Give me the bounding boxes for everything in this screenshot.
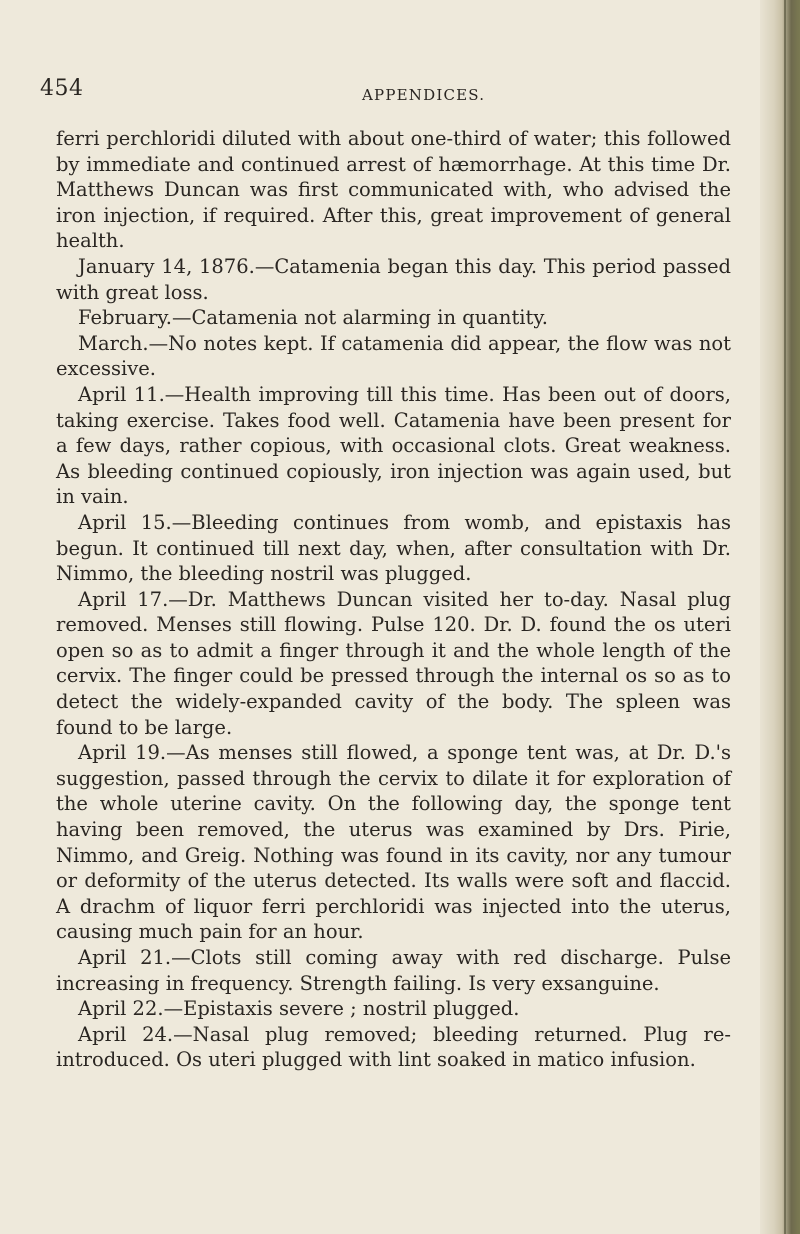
page-edge-shadow — [760, 0, 800, 1234]
paragraph — [56, 382, 731, 510]
paragraph — [56, 1022, 731, 1073]
paragraph-text: —Catamenia not alarming in quantity. — [171, 306, 548, 330]
body-text — [56, 126, 731, 1073]
paragraph — [56, 587, 731, 741]
entry-date: April 15. — [78, 510, 172, 534]
paragraph-text: —Nasal plug removed; bleeding returned. Plug re-introduced. Os uteri plugged with lint soaked in matico infusion. — [56, 1022, 731, 1072]
paragraph — [56, 996, 731, 1022]
paragraph — [56, 510, 731, 587]
entry-date: April 21. — [78, 946, 172, 969]
entry-date: February. — [78, 306, 172, 330]
paragraph — [56, 305, 731, 331]
entry-date: April 17. — [78, 587, 169, 611]
paragraph — [56, 331, 731, 382]
paragraph — [56, 254, 731, 305]
paragraph — [56, 945, 731, 996]
running-head: APPENDICES. — [362, 86, 486, 104]
entry-date: April 11. — [78, 382, 165, 406]
paragraph-text: —Epistaxis severe ; nostril plugged. — [163, 997, 520, 1021]
paragraph-text: —Dr. Matthews Duncan visited her to-day. Nasal plug removed. Menses still flowing. Pulse 120. Dr. D. found the os uteri open so as to admit a finger through it and the whole length of the cervix. The finger could be pressed through the internal os so as to detect the widely-expanded cavity of the body. The spleen was found to be large. — [56, 587, 731, 739]
paragraph-text: —As menses still flowed, a sponge tent was, at Dr. D.'s suggestion, passed through the cervix to dilate it for exploration of the whole uterine cavity. On the following day, the sponge tent having been removed, the uterus was examined by Drs. Pirie, Nimmo, and Greig. Nothing was found in its cavity, nor any tumour or deformity of the uterus detected. Its walls were soft and flaccid. A drachm of liquor ferri perchloridi was injected into the uterus, causing much pain for an hour. — [56, 741, 732, 944]
paragraph — [56, 740, 731, 945]
entry-date: March. — [78, 331, 149, 355]
entry-date: January 14, 1876. — [78, 254, 255, 278]
binding-line — [784, 0, 786, 1234]
paragraph-text: —Clots still coming away with red discharge. Pulse increasing in frequency. Strength failing. Is very exsanguine. — [56, 946, 732, 995]
paragraph-text: —Bleeding continues from womb, and epistaxis has begun. It continued till next day, when, after consultation with Dr. Nimmo, the bleeding nostril was plugged. — [56, 510, 731, 586]
paragraph — [56, 126, 731, 254]
paragraph-text: —Health improving till this time. Has been out of doors, taking exercise. Takes food well. Catamenia have been present for a few days, rather copious, with occasional clots. Great weakness. As bleeding continued copiously, iron injection was again used, but in vain. — [56, 382, 731, 509]
paragraph-text: —No notes kept. If catamenia did appear, the flow was not excessive. — [56, 331, 731, 381]
paragraph-text: ferri perchloridi diluted with about one-third of water; this followed by immediate and continued arrest of hæmorrhage. At this time Dr. Matthews Duncan was first communicated with, who advised the iron injection, if required. After this, great improvement of general health. — [56, 127, 731, 253]
page-header — [40, 76, 740, 110]
page-number: 454 — [40, 76, 84, 101]
paragraph-text: —Catamenia began this day. This period passed with great loss. — [56, 254, 731, 304]
entry-date: April 19. — [78, 741, 167, 765]
entry-date: April 22. — [78, 997, 164, 1021]
entry-date: April 24. — [78, 1022, 174, 1046]
